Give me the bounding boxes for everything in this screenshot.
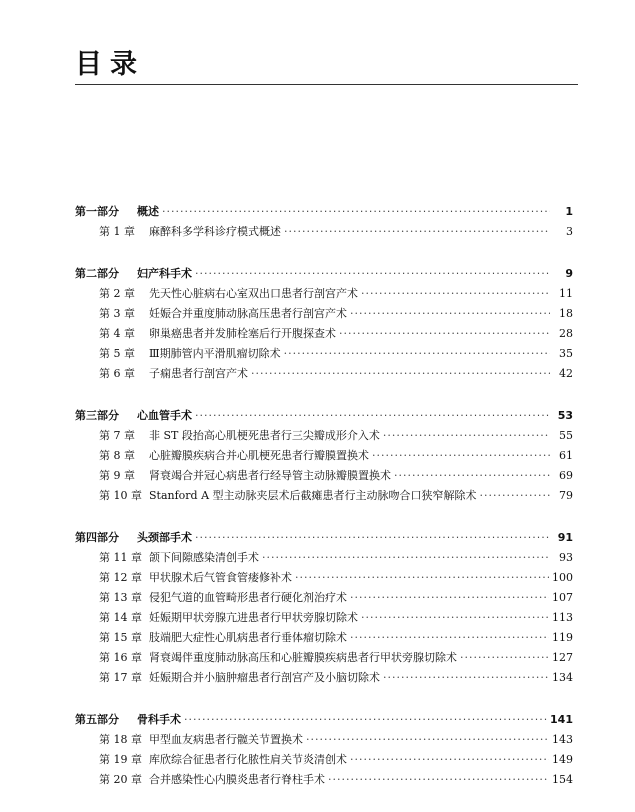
chapter-title: 库欣综合征患者行化脓性肩关节炎清创术 <box>149 753 347 766</box>
toc-chapter-entry[interactable] <box>75 426 573 446</box>
chapter-title: 麻醉科多学科诊疗模式概述 <box>149 225 281 238</box>
part-page-number: 91 <box>557 531 573 544</box>
part-label: 第二部分 <box>75 267 119 280</box>
chapter-title: 卵巢癌患者并发肺栓塞后行开腹探查术 <box>149 327 336 340</box>
leader-dots <box>480 486 550 506</box>
chapter-title: 侵犯气道的血管畸形患者行硬化剂治疗术 <box>149 591 347 604</box>
toc-chapter-entry[interactable] <box>75 668 573 688</box>
part-label: 第一部分 <box>75 205 119 218</box>
toc-chapter-entry[interactable] <box>75 548 573 568</box>
page-title: 目录 <box>75 49 145 80</box>
chapter-page-number: 42 <box>559 367 573 380</box>
part-page-number: 141 <box>550 713 573 726</box>
chapter-title: 肢端肥大症性心肌病患者行垂体瘤切除术 <box>149 631 347 644</box>
toc-chapter-entry[interactable] <box>75 608 573 628</box>
chapter-page-number: 35 <box>559 347 573 360</box>
toc-chapter-entry[interactable] <box>75 770 573 790</box>
toc-part <box>75 202 573 242</box>
chapter-title: 合并感染性心内膜炎患者行脊柱手术 <box>149 773 325 786</box>
chapter-page-number: 119 <box>552 631 573 644</box>
chapter-page-number: 113 <box>552 611 573 624</box>
chapter-title: Stanford A 型主动脉夹层术后截瘫患者行主动脉吻合口狭窄解除术 <box>149 489 477 502</box>
chapter-page-number: 79 <box>559 489 573 502</box>
leader-dots <box>350 588 549 608</box>
leader-dots <box>350 750 549 770</box>
leader-dots <box>306 730 549 750</box>
chapter-title: 甲状腺术后气管食管瘘修补术 <box>149 571 292 584</box>
leader-dots <box>394 466 550 486</box>
chapter-title: 心脏瓣膜疾病合并心肌梗死患者行瓣膜置换术 <box>149 449 369 462</box>
part-page-number: 53 <box>557 409 573 422</box>
chapter-title: 肾衰竭合并冠心病患者行经导管主动脉瓣膜置换术 <box>149 469 391 482</box>
toc-chapter-entry[interactable] <box>75 648 573 668</box>
chapter-page-number: 18 <box>559 307 573 320</box>
part-label: 第四部分 <box>75 531 119 544</box>
chapter-page-number: 154 <box>552 773 573 786</box>
chapter-title: 妊娠期合并小脑肿瘤患者行剖宫产及小脑切除术 <box>149 671 380 684</box>
toc-chapter-entry[interactable] <box>75 446 573 466</box>
chapter-page-number: 69 <box>559 469 573 482</box>
leader-dots <box>361 608 549 628</box>
chapter-number: 第 8 章 <box>99 449 135 462</box>
chapter-title: 颌下间隙感染清创手术 <box>149 551 259 564</box>
leader-dots <box>195 264 550 284</box>
toc-chapter-entry[interactable] <box>75 364 573 384</box>
chapter-number: 第 20 章 <box>99 773 142 786</box>
part-label: 第五部分 <box>75 713 119 726</box>
leader-dots <box>350 628 549 648</box>
toc-part-entry[interactable] <box>75 528 573 548</box>
toc-part <box>75 528 573 688</box>
leader-dots <box>295 568 549 588</box>
part-title: 概述 <box>137 205 159 218</box>
table-of-contents <box>75 202 573 812</box>
chapter-number: 第 10 章 <box>99 489 142 502</box>
part-title: 心血管手术 <box>137 409 192 422</box>
leader-dots <box>460 648 549 668</box>
leader-dots <box>195 528 550 548</box>
part-page-number: 1 <box>565 205 573 218</box>
toc-chapter-entry[interactable] <box>75 466 573 486</box>
leader-dots <box>350 304 550 324</box>
chapter-number: 第 2 章 <box>99 287 135 300</box>
leader-dots <box>162 202 550 222</box>
chapter-title: 妊娠合并重度肺动脉高压患者行剖宫产术 <box>149 307 347 320</box>
chapter-title: 子痫患者行剖宫产术 <box>149 367 248 380</box>
leader-dots <box>383 426 550 446</box>
toc-chapter-entry[interactable] <box>75 568 573 588</box>
leader-dots <box>184 710 547 730</box>
chapter-number: 第 13 章 <box>99 591 142 604</box>
part-title: 骨科手术 <box>137 713 181 726</box>
chapter-number: 第 15 章 <box>99 631 142 644</box>
leader-dots <box>339 324 550 344</box>
toc-chapter-entry[interactable] <box>75 486 573 506</box>
chapter-title: Ⅲ期肺管内平滑肌瘤切除术 <box>149 347 281 360</box>
chapter-number: 第 5 章 <box>99 347 135 360</box>
toc-part <box>75 710 573 790</box>
part-title: 头颈部手术 <box>137 531 192 544</box>
chapter-page-number: 3 <box>566 225 573 238</box>
leader-dots <box>195 406 550 426</box>
toc-chapter-entry[interactable] <box>75 324 573 344</box>
chapter-number: 第 14 章 <box>99 611 142 624</box>
leader-dots <box>284 222 550 242</box>
toc-part-entry[interactable] <box>75 264 573 284</box>
toc-chapter-entry[interactable] <box>75 588 573 608</box>
leader-dots <box>361 284 550 304</box>
toc-chapter-entry[interactable] <box>75 304 573 324</box>
chapter-page-number: 149 <box>552 753 573 766</box>
part-page-number: 9 <box>565 267 573 280</box>
toc-chapter-entry[interactable] <box>75 730 573 750</box>
chapter-page-number: 55 <box>559 429 573 442</box>
toc-chapter-entry[interactable] <box>75 628 573 648</box>
chapter-title: 先天性心脏病右心室双出口患者行剖宫产术 <box>149 287 358 300</box>
chapter-title: 妊娠期甲状旁腺亢进患者行甲状旁腺切除术 <box>149 611 358 624</box>
leader-dots <box>372 446 550 466</box>
chapter-number: 第 6 章 <box>99 367 135 380</box>
toc-part-entry[interactable] <box>75 710 573 730</box>
chapter-page-number: 143 <box>552 733 573 746</box>
chapter-number: 第 9 章 <box>99 469 135 482</box>
toc-chapter-entry[interactable] <box>75 750 573 770</box>
chapter-number: 第 3 章 <box>99 307 135 320</box>
chapter-number: 第 1 章 <box>99 225 135 238</box>
part-title: 妇产科手术 <box>137 267 192 280</box>
leader-dots <box>383 668 549 688</box>
chapter-number: 第 16 章 <box>99 651 142 664</box>
chapter-number: 第 4 章 <box>99 327 135 340</box>
title-rule <box>75 84 578 85</box>
toc-chapter-entry[interactable] <box>75 344 573 364</box>
leader-dots <box>262 548 550 568</box>
chapter-page-number: 100 <box>552 571 573 584</box>
leader-dots <box>284 344 550 364</box>
chapter-page-number: 107 <box>552 591 573 604</box>
chapter-number: 第 11 章 <box>99 551 142 564</box>
chapter-title: 肾衰竭伴重度肺动脉高压和心脏瓣膜疾病患者行甲状旁腺切除术 <box>149 651 457 664</box>
chapter-page-number: 134 <box>552 671 573 684</box>
toc-part <box>75 264 573 384</box>
toc-chapter-entry[interactable] <box>75 222 573 242</box>
chapter-page-number: 93 <box>559 551 573 564</box>
chapter-number: 第 19 章 <box>99 753 142 766</box>
chapter-number: 第 18 章 <box>99 733 142 746</box>
chapter-page-number: 61 <box>559 449 573 462</box>
part-label: 第三部分 <box>75 409 119 422</box>
chapter-title: 甲型血友病患者行髋关节置换术 <box>149 733 303 746</box>
chapter-page-number: 28 <box>559 327 573 340</box>
toc-chapter-entry[interactable] <box>75 284 573 304</box>
toc-part-entry[interactable] <box>75 406 573 426</box>
toc-part <box>75 406 573 506</box>
chapter-number: 第 7 章 <box>99 429 135 442</box>
leader-dots <box>328 770 549 790</box>
leader-dots <box>251 364 550 384</box>
toc-part-entry[interactable] <box>75 202 573 222</box>
chapter-number: 第 17 章 <box>99 671 142 684</box>
chapter-page-number: 127 <box>552 651 573 664</box>
chapter-number: 第 12 章 <box>99 571 142 584</box>
chapter-page-number: 11 <box>559 287 573 300</box>
chapter-title: 非 ST 段抬高心肌梗死患者行三尖瓣成形介入术 <box>149 429 380 442</box>
